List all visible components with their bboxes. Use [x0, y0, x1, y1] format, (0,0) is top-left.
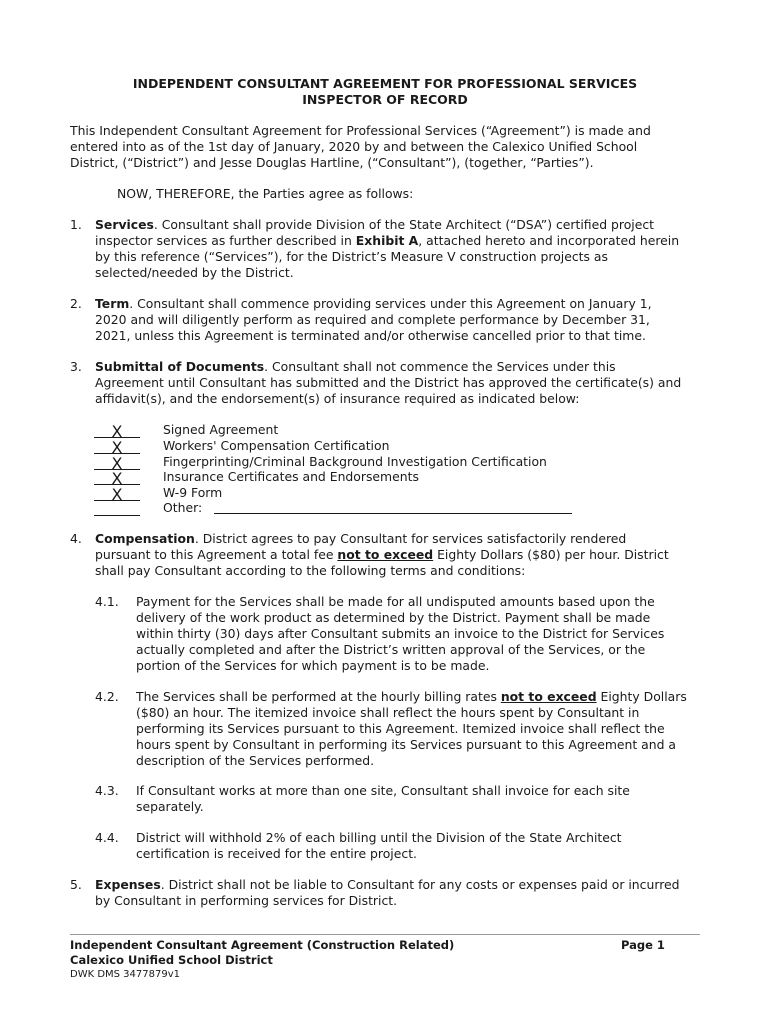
section-3-number: 3. — [70, 359, 82, 374]
section-1-line-1: Services. Consultant shall provide Division of the State Architect (“DSA”) certified project — [95, 217, 655, 232]
checklist-label: Workers' Compensation Certification — [163, 438, 390, 453]
checklist-mark: X — [111, 469, 123, 488]
checklist-blank — [94, 469, 140, 488]
subsection-4-1-line: delivery of the work product as determined by the District. Payment shall be made — [136, 610, 651, 625]
not-to-exceed-emphasis: not to exceed — [500, 689, 597, 704]
subsection-4-2-line: performing its Services pursuant to this Agreement. Itemized invoice shall reflect the — [136, 721, 665, 736]
subsection-4-2-line: description of the Services performed. — [136, 753, 375, 768]
section-1-line-3: by this reference (“Services”), for the District’s Measure V construction projects as — [95, 249, 608, 264]
section-1-number: 1. — [70, 217, 82, 232]
section-3-line-2: Agreement until Consultant has submitted and the District has approved the certificate(s) and — [95, 375, 682, 390]
subsection-4-4-number: 4.4. — [95, 830, 119, 845]
checklist-mark: X — [111, 485, 123, 504]
footer-district-name: Calexico Unified School District — [70, 953, 273, 967]
subsection-4-3-line: separately. — [136, 799, 204, 814]
section-2-line-3: 2021, unless this Agreement is terminated and/or otherwise cancelled prior to that time. — [95, 328, 646, 343]
section-1-heading: Services — [95, 217, 154, 232]
section-1-line-2: inspector services as further described in Exhibit A, attached hereto and incorporated herein — [95, 233, 680, 248]
section-4-heading: Compensation — [95, 531, 195, 546]
section-5-line-1: Expenses. District shall not be liable to Consultant for any costs or expenses paid or incurred — [95, 877, 680, 892]
subsection-4-2-number: 4.2. — [95, 689, 119, 704]
subsection-4-1-line: within thirty (30) days after Consultant submits an invoice to the District for Services — [136, 626, 665, 641]
checklist-blank — [94, 485, 140, 504]
subsection-4-3-number: 4.3. — [95, 783, 119, 798]
checklist-blank — [94, 438, 140, 457]
section-4-number: 4. — [70, 531, 82, 546]
checklist-label: Signed Agreement — [163, 422, 279, 437]
subsection-4-1-number: 4.1. — [95, 594, 119, 609]
subsection-4-1-line: actually completed and after the District’s written approval of the Services, or the — [136, 642, 646, 657]
section-2-number: 2. — [70, 296, 82, 311]
document-title-line2: INSPECTOR OF RECORD — [302, 92, 468, 107]
not-to-exceed-emphasis: not to exceed — [337, 547, 434, 562]
footer-agreement-title: Independent Consultant Agreement (Construction Related) — [70, 938, 455, 952]
exhibit-a-reference: Exhibit A — [355, 233, 419, 248]
checklist-mark: X — [111, 454, 123, 473]
footer-document-id: DWK DMS 3477879v1 — [70, 969, 180, 980]
checklist-blank — [94, 454, 140, 473]
other-blank-line — [214, 499, 572, 514]
section-5-number: 5. — [70, 877, 82, 892]
document-title-line1: INDEPENDENT CONSULTANT AGREEMENT FOR PROFESSIONAL SERVICES — [132, 76, 638, 91]
intro-line-2: entered into as of the 1st day of January, 2020 by and between the Calexico Unified School — [70, 139, 638, 154]
section-4-line-2: pursuant to this Agreement a total fee not to exceed Eighty Dollars ($80) per hour. District — [95, 547, 669, 562]
checklist-label: W-9 Form — [163, 485, 223, 500]
footer-page-number: Page 1 — [621, 938, 665, 952]
subsection-4-1-line: Payment for the Services shall be made for all undisputed amounts based upon the — [136, 594, 655, 609]
section-2-heading: Term — [95, 296, 130, 311]
subsection-4-2-line: ($80) an hour. The itemized invoice shall reflect the hours spent by Consultant in — [136, 705, 640, 720]
subsection-4-1-line: portion of the Services for which payment is to be made. — [136, 658, 490, 673]
subsection-4-2-line-1: The Services shall be performed at the hourly billing rates not to exceed Eighty Dollars — [136, 689, 687, 704]
section-3-heading: Submittal of Documents — [95, 359, 265, 374]
section-3-line-3: affidavit(s), and the endorsement(s) of insurance required as indicated below: — [95, 391, 580, 406]
intro-line-1: This Independent Consultant Agreement for Professional Services (“Agreement”) is made and — [70, 123, 651, 138]
section-5-heading: Expenses — [95, 877, 161, 892]
checklist-mark: X — [111, 422, 123, 441]
checklist-label-other: Other: — [163, 500, 203, 515]
section-2-line-2: 2020 and will diligently perform as required and complete performance by December 31, — [95, 312, 650, 327]
section-4-line-3: shall pay Consultant according to the following terms and conditions: — [95, 563, 526, 578]
intro-line-3: District, (“District”) and Jesse Douglas Hartline, (“Consultant”), (together, “Parties”). — [70, 155, 594, 170]
subsection-4-4-line: District will withhold 2% of each billing until the Division of the State Architect — [136, 830, 622, 845]
checklist-blank — [94, 422, 140, 441]
section-1-line-4: selected/needed by the District. — [95, 265, 294, 280]
section-5-line-2: by Consultant in performing services for District. — [95, 893, 398, 908]
checklist-label: Insurance Certificates and Endorsements — [163, 469, 419, 484]
subsection-4-4-line: certification is received for the entire project. — [136, 846, 417, 861]
subsection-4-2-line: hours spent by Consultant in performing its Services pursuant to this Agreement and a — [136, 737, 677, 752]
subsection-4-3-line: If Consultant works at more than one site, Consultant shall invoice for each site — [136, 783, 630, 798]
section-2-line-1: Term. Consultant shall commence providing services under this Agreement on January 1, — [95, 296, 652, 311]
section-4-line-1: Compensation. District agrees to pay Consultant for services satisfactorily rendered — [95, 531, 627, 546]
now-therefore: NOW, THEREFORE, the Parties agree as follows: — [117, 186, 414, 201]
checklist-mark: X — [111, 438, 123, 457]
checklist-blank — [94, 500, 140, 516]
footer-divider — [70, 934, 700, 935]
checklist-label: Fingerprinting/Criminal Background Investigation Certification — [163, 454, 547, 469]
section-3-line-1: Submittal of Documents. Consultant shall not commence the Services under this — [95, 359, 616, 374]
